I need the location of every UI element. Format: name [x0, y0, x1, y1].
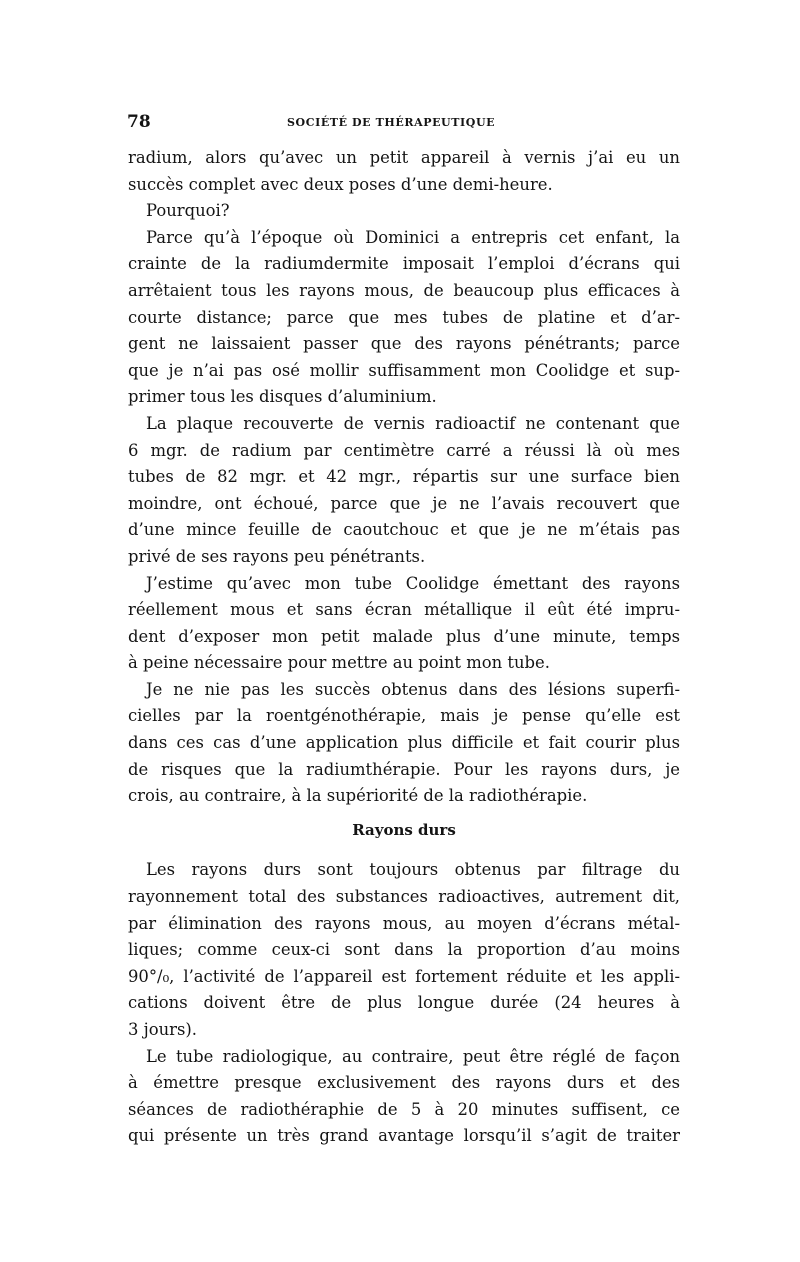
text-line: courte distance; parce que mes tubes de platine et d’ar- [128, 307, 680, 327]
text-line: radium, alors qu’avec un petit appareil à vernis j’ai eu un [128, 148, 680, 167]
text-line: J’estime qu’avec mon tube Coolidge émettant des rayons [146, 573, 680, 593]
text-line: que je n’ai pas osé mollir suffisamment mon Coolidge et sup- [128, 360, 680, 380]
text-line: 90°/₀, l’activité de l’appareil est fortement réduite et les appli- [128, 966, 680, 986]
text-line: cielles par la roentgénothérapie, mais je pense qu’elle est [128, 706, 680, 726]
text-line: liques; comme ceux-ci sont dans la proportion d’au moins [128, 940, 680, 960]
text-line: à émettre presque exclusivement des rayons durs et des [128, 1073, 680, 1093]
text-line: privé de ses rayons peu pénétrants. [128, 546, 426, 566]
text-line: Les rayons durs sont toujours obtenus par filtrage du [146, 860, 680, 880]
text-line: Le tube radiologique, au contraire, peut être réglé de façon [146, 1046, 680, 1066]
text-line: succès complet avec deux poses d’une demi-heure. [128, 174, 553, 194]
text-line: cations doivent être de plus longue durée (24 heures à [128, 993, 680, 1013]
text-line: qui présente un très grand avantage lorsqu’il s’agit de traiter [128, 1126, 680, 1146]
text-line: crainte de la radiumdermite imposait l’emploi d’écrans qui [128, 254, 680, 274]
text-line: dent d’exposer mon petit malade plus d’une minute, temps [128, 626, 680, 646]
text-line: primer tous les disques d’aluminium. [128, 387, 437, 407]
page-number: 78 [127, 112, 151, 132]
text-line: tubes de 82 mgr. et 42 mgr., répartis sur une surface bien [128, 467, 680, 487]
text-line: arrêtaient tous les rayons mous, de beaucoup plus efficaces à [128, 280, 680, 300]
body-text [128, 145, 680, 1150]
text-line: gent ne laissaient passer que des rayons pénétrants; parce [128, 334, 680, 354]
page-header [127, 112, 683, 134]
text-line: La plaque recouverte de vernis radioactif ne contenant que [146, 413, 680, 433]
text-line: 6 mgr. de radium par centimètre carré a réussi là où mes [128, 440, 680, 460]
text-line: rayonnement total des substances radioactives, autrement dit, [128, 887, 680, 907]
text-line: Parce qu’à l’époque où Dominici a entrepris cet enfant, la [146, 227, 680, 247]
text-line: Pourquoi? [146, 201, 230, 221]
text-line: par élimination des rayons mous, au moyen d’écrans métal- [128, 913, 680, 933]
text-line: de risques que la radiumthérapie. Pour les rayons durs, je [128, 759, 680, 779]
text-line: Je ne nie pas les succès obtenus dans des lésions superfi- [146, 679, 680, 699]
text-line: d’une mince feuille de caoutchouc et que je ne m’étais pas [128, 520, 680, 540]
text-line: 3 jours). [128, 1020, 197, 1039]
text-line: dans ces cas d’une application plus difficile et fait courir plus [128, 733, 680, 753]
text-line: à peine nécessaire pour mettre au point mon tube. [128, 653, 550, 673]
text-line: séances de radiothéraphie de 5 à 20 minutes suffisent, ce [128, 1099, 680, 1119]
text-line: réellement mous et sans écran métallique il eût été impru- [128, 600, 680, 620]
text-line: crois, au contraire, à la supériorité de la radiothérapie. [128, 786, 588, 806]
running-head: SOCIÉTÉ DE THÉRAPEUTIQUE [287, 116, 496, 129]
text-line: moindre, ont échoué, parce que je ne l’avais recouvert que [128, 493, 680, 513]
section-title: Rayons durs [352, 820, 456, 839]
